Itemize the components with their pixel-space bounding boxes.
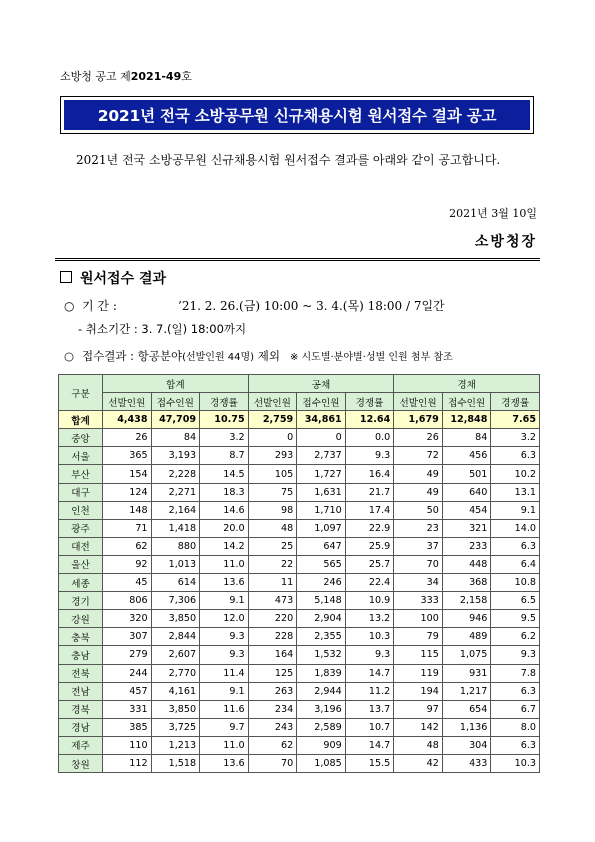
value-cell: 71 <box>103 519 152 537</box>
value-cell: 62 <box>103 537 152 555</box>
value-cell: 10.75 <box>200 411 249 429</box>
region-cell: 경북 <box>59 700 103 718</box>
region-cell: 인천 <box>59 501 103 519</box>
value-cell: 1,518 <box>151 754 200 772</box>
value-cell: 2,158 <box>442 592 491 610</box>
value-cell: 2,770 <box>151 664 200 682</box>
region-cell: 제주 <box>59 736 103 754</box>
value-cell: 2,844 <box>151 628 200 646</box>
value-cell: 1,217 <box>442 682 491 700</box>
value-cell: 48 <box>248 519 297 537</box>
value-cell: 806 <box>103 592 152 610</box>
value-cell: 320 <box>103 610 152 628</box>
value-cell: 16.4 <box>345 465 394 483</box>
table-row <box>59 610 540 628</box>
value-cell: 3,725 <box>151 718 200 736</box>
region-cell: 울산 <box>59 555 103 573</box>
value-cell: 17.4 <box>345 501 394 519</box>
value-cell: 10.7 <box>345 718 394 736</box>
value-cell: 7.8 <box>491 664 540 682</box>
value-cell: 304 <box>442 736 491 754</box>
value-cell: 164 <box>248 646 297 664</box>
value-cell: 50 <box>394 501 443 519</box>
value-cell: 100 <box>394 610 443 628</box>
value-cell: 3.2 <box>491 429 540 447</box>
group-header: 경채 <box>394 375 540 393</box>
value-cell: 2,737 <box>297 447 346 465</box>
value-cell: 124 <box>103 483 152 501</box>
value-cell: 11.6 <box>200 700 249 718</box>
value-cell: 2,944 <box>297 682 346 700</box>
value-cell: 10.3 <box>345 628 394 646</box>
value-cell: 946 <box>442 610 491 628</box>
value-cell: 9.1 <box>200 682 249 700</box>
value-cell: 105 <box>248 465 297 483</box>
value-cell: 45 <box>103 574 152 592</box>
cancel-period-line: - 취소기간 : 3. 7.(일) 18:00까지 <box>78 322 247 336</box>
value-cell: 9.1 <box>200 592 249 610</box>
intro-paragraph: 2021년 전국 소방공무원 신규채용시험 원서접수 결과를 아래와 같이 공고합니다. <box>76 153 501 167</box>
column-header: 경쟁률 <box>200 393 249 411</box>
value-cell: 115 <box>394 646 443 664</box>
value-cell: 243 <box>248 718 297 736</box>
value-cell: 79 <box>394 628 443 646</box>
group-header: 공채 <box>248 375 394 393</box>
value-cell: 22 <box>248 555 297 573</box>
value-cell: 3,850 <box>151 610 200 628</box>
region-cell: 창원 <box>59 754 103 772</box>
value-cell: 307 <box>103 628 152 646</box>
value-cell: 12.0 <box>200 610 249 628</box>
column-header: 선발인원 <box>103 393 152 411</box>
announcement-date: 2021년 3월 10일 <box>449 207 537 220</box>
value-cell: 244 <box>103 664 152 682</box>
value-cell: 4,161 <box>151 682 200 700</box>
region-cell: 전남 <box>59 682 103 700</box>
value-cell: 473 <box>248 592 297 610</box>
value-cell: 909 <box>297 736 346 754</box>
value-cell: 26 <box>394 429 443 447</box>
value-cell: 84 <box>151 429 200 447</box>
value-cell: 9.3 <box>345 447 394 465</box>
column-header: 접수인원 <box>151 393 200 411</box>
value-cell: 565 <box>297 555 346 573</box>
value-cell: 489 <box>442 628 491 646</box>
table-row <box>59 555 540 573</box>
value-cell: 37 <box>394 537 443 555</box>
value-cell: 263 <box>248 682 297 700</box>
value-cell: 20.0 <box>200 519 249 537</box>
value-cell: 5,148 <box>297 592 346 610</box>
region-cell: 서울 <box>59 447 103 465</box>
region-cell: 부산 <box>59 465 103 483</box>
value-cell: 3,196 <box>297 700 346 718</box>
value-cell: 13.1 <box>491 483 540 501</box>
value-cell: 14.6 <box>200 501 249 519</box>
value-cell: 0 <box>297 429 346 447</box>
table-row <box>59 592 540 610</box>
region-cell: 합계 <box>59 411 103 429</box>
region-cell: 경남 <box>59 718 103 736</box>
value-cell: 84 <box>442 429 491 447</box>
value-cell: 154 <box>103 465 152 483</box>
value-cell: 75 <box>248 483 297 501</box>
value-cell: 18.3 <box>200 483 249 501</box>
value-cell: 6.3 <box>491 736 540 754</box>
value-cell: 1,075 <box>442 646 491 664</box>
table-subheader-row <box>59 393 540 411</box>
value-cell: 14.7 <box>345 664 394 682</box>
value-cell: 25.7 <box>345 555 394 573</box>
value-cell: 333 <box>394 592 443 610</box>
value-cell: 112 <box>103 754 152 772</box>
table-row <box>59 537 540 555</box>
value-cell: 931 <box>442 664 491 682</box>
value-cell: 6.3 <box>491 682 540 700</box>
region-cell: 대구 <box>59 483 103 501</box>
value-cell: 3,850 <box>151 700 200 718</box>
value-cell: 2,589 <box>297 718 346 736</box>
value-cell: 9.3 <box>491 646 540 664</box>
group-header: 합계 <box>103 375 249 393</box>
value-cell: 433 <box>442 754 491 772</box>
value-cell: 14.5 <box>200 465 249 483</box>
value-cell: 14.7 <box>345 736 394 754</box>
value-cell: 454 <box>442 501 491 519</box>
value-cell: 25 <box>248 537 297 555</box>
value-cell: 110 <box>103 736 152 754</box>
value-cell: 2,355 <box>297 628 346 646</box>
region-cell: 강원 <box>59 610 103 628</box>
value-cell: 13.2 <box>345 610 394 628</box>
value-cell: 14.0 <box>491 519 540 537</box>
region-cell: 세종 <box>59 574 103 592</box>
value-cell: 2,904 <box>297 610 346 628</box>
value-cell: 6.3 <box>491 537 540 555</box>
application-results-table <box>58 374 540 773</box>
value-cell: 10.8 <box>491 574 540 592</box>
value-cell: 62 <box>248 736 297 754</box>
value-cell: 457 <box>103 682 152 700</box>
value-cell: 13.6 <box>200 754 249 772</box>
value-cell: 1,679 <box>394 411 443 429</box>
value-cell: 448 <box>442 555 491 573</box>
value-cell: 125 <box>248 664 297 682</box>
value-cell: 365 <box>103 447 152 465</box>
region-cell: 대전 <box>59 537 103 555</box>
value-cell: 11.0 <box>200 736 249 754</box>
region-cell: 경기 <box>59 592 103 610</box>
column-header: 접수인원 <box>297 393 346 411</box>
value-cell: 9.3 <box>345 646 394 664</box>
table-row <box>59 501 540 519</box>
value-cell: 385 <box>103 718 152 736</box>
column-header: 선발인원 <box>248 393 297 411</box>
region-cell: 충남 <box>59 646 103 664</box>
attachment-note: ※ 시도별·분야별·성별 인원 첨부 참조 <box>289 352 453 363</box>
value-cell: 10.2 <box>491 465 540 483</box>
value-cell: 331 <box>103 700 152 718</box>
value-cell: 11.0 <box>200 555 249 573</box>
value-cell: 654 <box>442 700 491 718</box>
column-header: 경쟁률 <box>491 393 540 411</box>
value-cell: 1,839 <box>297 664 346 682</box>
region-cell: 충북 <box>59 628 103 646</box>
table-row <box>59 754 540 772</box>
section-title: 원서접수 결과 <box>60 268 166 288</box>
region-cell: 광주 <box>59 519 103 537</box>
value-cell: 8.7 <box>200 447 249 465</box>
value-cell: 10.9 <box>345 592 394 610</box>
value-cell: 0.0 <box>345 429 394 447</box>
value-cell: 640 <box>442 483 491 501</box>
value-cell: 49 <box>394 483 443 501</box>
value-cell: 9.7 <box>200 718 249 736</box>
value-cell: 9.3 <box>200 646 249 664</box>
value-cell: 6.4 <box>491 555 540 573</box>
agency-signature: 소방청장 <box>474 234 537 250</box>
value-cell: 26 <box>103 429 152 447</box>
value-cell: 48 <box>394 736 443 754</box>
value-cell: 98 <box>248 501 297 519</box>
notice-number: 소방청 공고 제2021-49호 <box>60 70 192 83</box>
value-cell: 22.4 <box>345 574 394 592</box>
value-cell: 1,213 <box>151 736 200 754</box>
value-cell: 3.2 <box>200 429 249 447</box>
title-banner <box>60 96 534 134</box>
value-cell: 9.1 <box>491 501 540 519</box>
value-cell: 70 <box>248 754 297 772</box>
value-cell: 49 <box>394 465 443 483</box>
value-cell: 25.9 <box>345 537 394 555</box>
value-cell: 456 <box>442 447 491 465</box>
region-cell: 전북 <box>59 664 103 682</box>
value-cell: 233 <box>442 537 491 555</box>
column-header: 경쟁률 <box>345 393 394 411</box>
value-cell: 321 <box>442 519 491 537</box>
column-header: 접수인원 <box>442 393 491 411</box>
value-cell: 7,306 <box>151 592 200 610</box>
value-cell: 11.4 <box>200 664 249 682</box>
value-cell: 368 <box>442 574 491 592</box>
table-row <box>59 574 540 592</box>
table-row <box>59 429 540 447</box>
total-row <box>59 411 540 429</box>
value-cell: 2,607 <box>151 646 200 664</box>
value-cell: 7.65 <box>491 411 540 429</box>
value-cell: 279 <box>103 646 152 664</box>
value-cell: 21.7 <box>345 483 394 501</box>
value-cell: 246 <box>297 574 346 592</box>
value-cell: 34,861 <box>297 411 346 429</box>
value-cell: 142 <box>394 718 443 736</box>
value-cell: 9.3 <box>200 628 249 646</box>
value-cell: 15.5 <box>345 754 394 772</box>
value-cell: 9.5 <box>491 610 540 628</box>
table-row <box>59 664 540 682</box>
table-corner-cell: 구분 <box>59 375 103 411</box>
value-cell: 47,709 <box>151 411 200 429</box>
value-cell: 2,271 <box>151 483 200 501</box>
value-cell: 3,193 <box>151 447 200 465</box>
value-cell: 13.7 <box>345 700 394 718</box>
value-cell: 1,136 <box>442 718 491 736</box>
table-row <box>59 465 540 483</box>
value-cell: 11 <box>248 574 297 592</box>
divider <box>55 258 540 259</box>
table-row <box>59 483 540 501</box>
value-cell: 2,164 <box>151 501 200 519</box>
value-cell: 614 <box>151 574 200 592</box>
column-header: 선발인원 <box>394 393 443 411</box>
value-cell: 6.3 <box>491 447 540 465</box>
value-cell: 501 <box>442 465 491 483</box>
value-cell: 293 <box>248 447 297 465</box>
table-header-row <box>59 375 540 393</box>
value-cell: 1,710 <box>297 501 346 519</box>
value-cell: 1,097 <box>297 519 346 537</box>
square-bullet-icon <box>60 271 72 283</box>
value-cell: 42 <box>394 754 443 772</box>
value-cell: 1,727 <box>297 465 346 483</box>
value-cell: 2,228 <box>151 465 200 483</box>
value-cell: 1,085 <box>297 754 346 772</box>
value-cell: 70 <box>394 555 443 573</box>
value-cell: 228 <box>248 628 297 646</box>
value-cell: 194 <box>394 682 443 700</box>
period-line: ○ 기 간 : ’21. 2. 26.(금) 10:00 ~ 3. 4.(목) 18:00 / 7일간 <box>64 299 445 313</box>
value-cell: 8.0 <box>491 718 540 736</box>
value-cell: 13.6 <box>200 574 249 592</box>
value-cell: 0 <box>248 429 297 447</box>
table-row <box>59 646 540 664</box>
value-cell: 6.2 <box>491 628 540 646</box>
value-cell: 6.5 <box>491 592 540 610</box>
table-row <box>59 628 540 646</box>
value-cell: 4,438 <box>103 411 152 429</box>
table-row <box>59 682 540 700</box>
region-cell: 중앙 <box>59 429 103 447</box>
value-cell: 220 <box>248 610 297 628</box>
value-cell: 1,418 <box>151 519 200 537</box>
table-row <box>59 447 540 465</box>
value-cell: 11.2 <box>345 682 394 700</box>
table-row <box>59 700 540 718</box>
value-cell: 2,759 <box>248 411 297 429</box>
value-cell: 1,532 <box>297 646 346 664</box>
value-cell: 880 <box>151 537 200 555</box>
value-cell: 1,631 <box>297 483 346 501</box>
value-cell: 72 <box>394 447 443 465</box>
value-cell: 12,848 <box>442 411 491 429</box>
divider <box>55 260 540 261</box>
value-cell: 234 <box>248 700 297 718</box>
value-cell: 14.2 <box>200 537 249 555</box>
value-cell: 10.3 <box>491 754 540 772</box>
value-cell: 12.64 <box>345 411 394 429</box>
table-row <box>59 718 540 736</box>
result-line: ○ 접수결과 : 항공분야(선발인원 44명) 제외 ※ 시도별·분야별·성별 인원 첨부 참조 <box>64 349 453 363</box>
value-cell: 97 <box>394 700 443 718</box>
value-cell: 6.7 <box>491 700 540 718</box>
value-cell: 22.9 <box>345 519 394 537</box>
table-row <box>59 736 540 754</box>
value-cell: 148 <box>103 501 152 519</box>
value-cell: 92 <box>103 555 152 573</box>
page-title: 2021년 전국 소방공무원 신규채용시험 원서접수 결과 공고 <box>64 100 530 130</box>
value-cell: 1,013 <box>151 555 200 573</box>
value-cell: 119 <box>394 664 443 682</box>
value-cell: 34 <box>394 574 443 592</box>
value-cell: 23 <box>394 519 443 537</box>
table-row <box>59 519 540 537</box>
value-cell: 647 <box>297 537 346 555</box>
